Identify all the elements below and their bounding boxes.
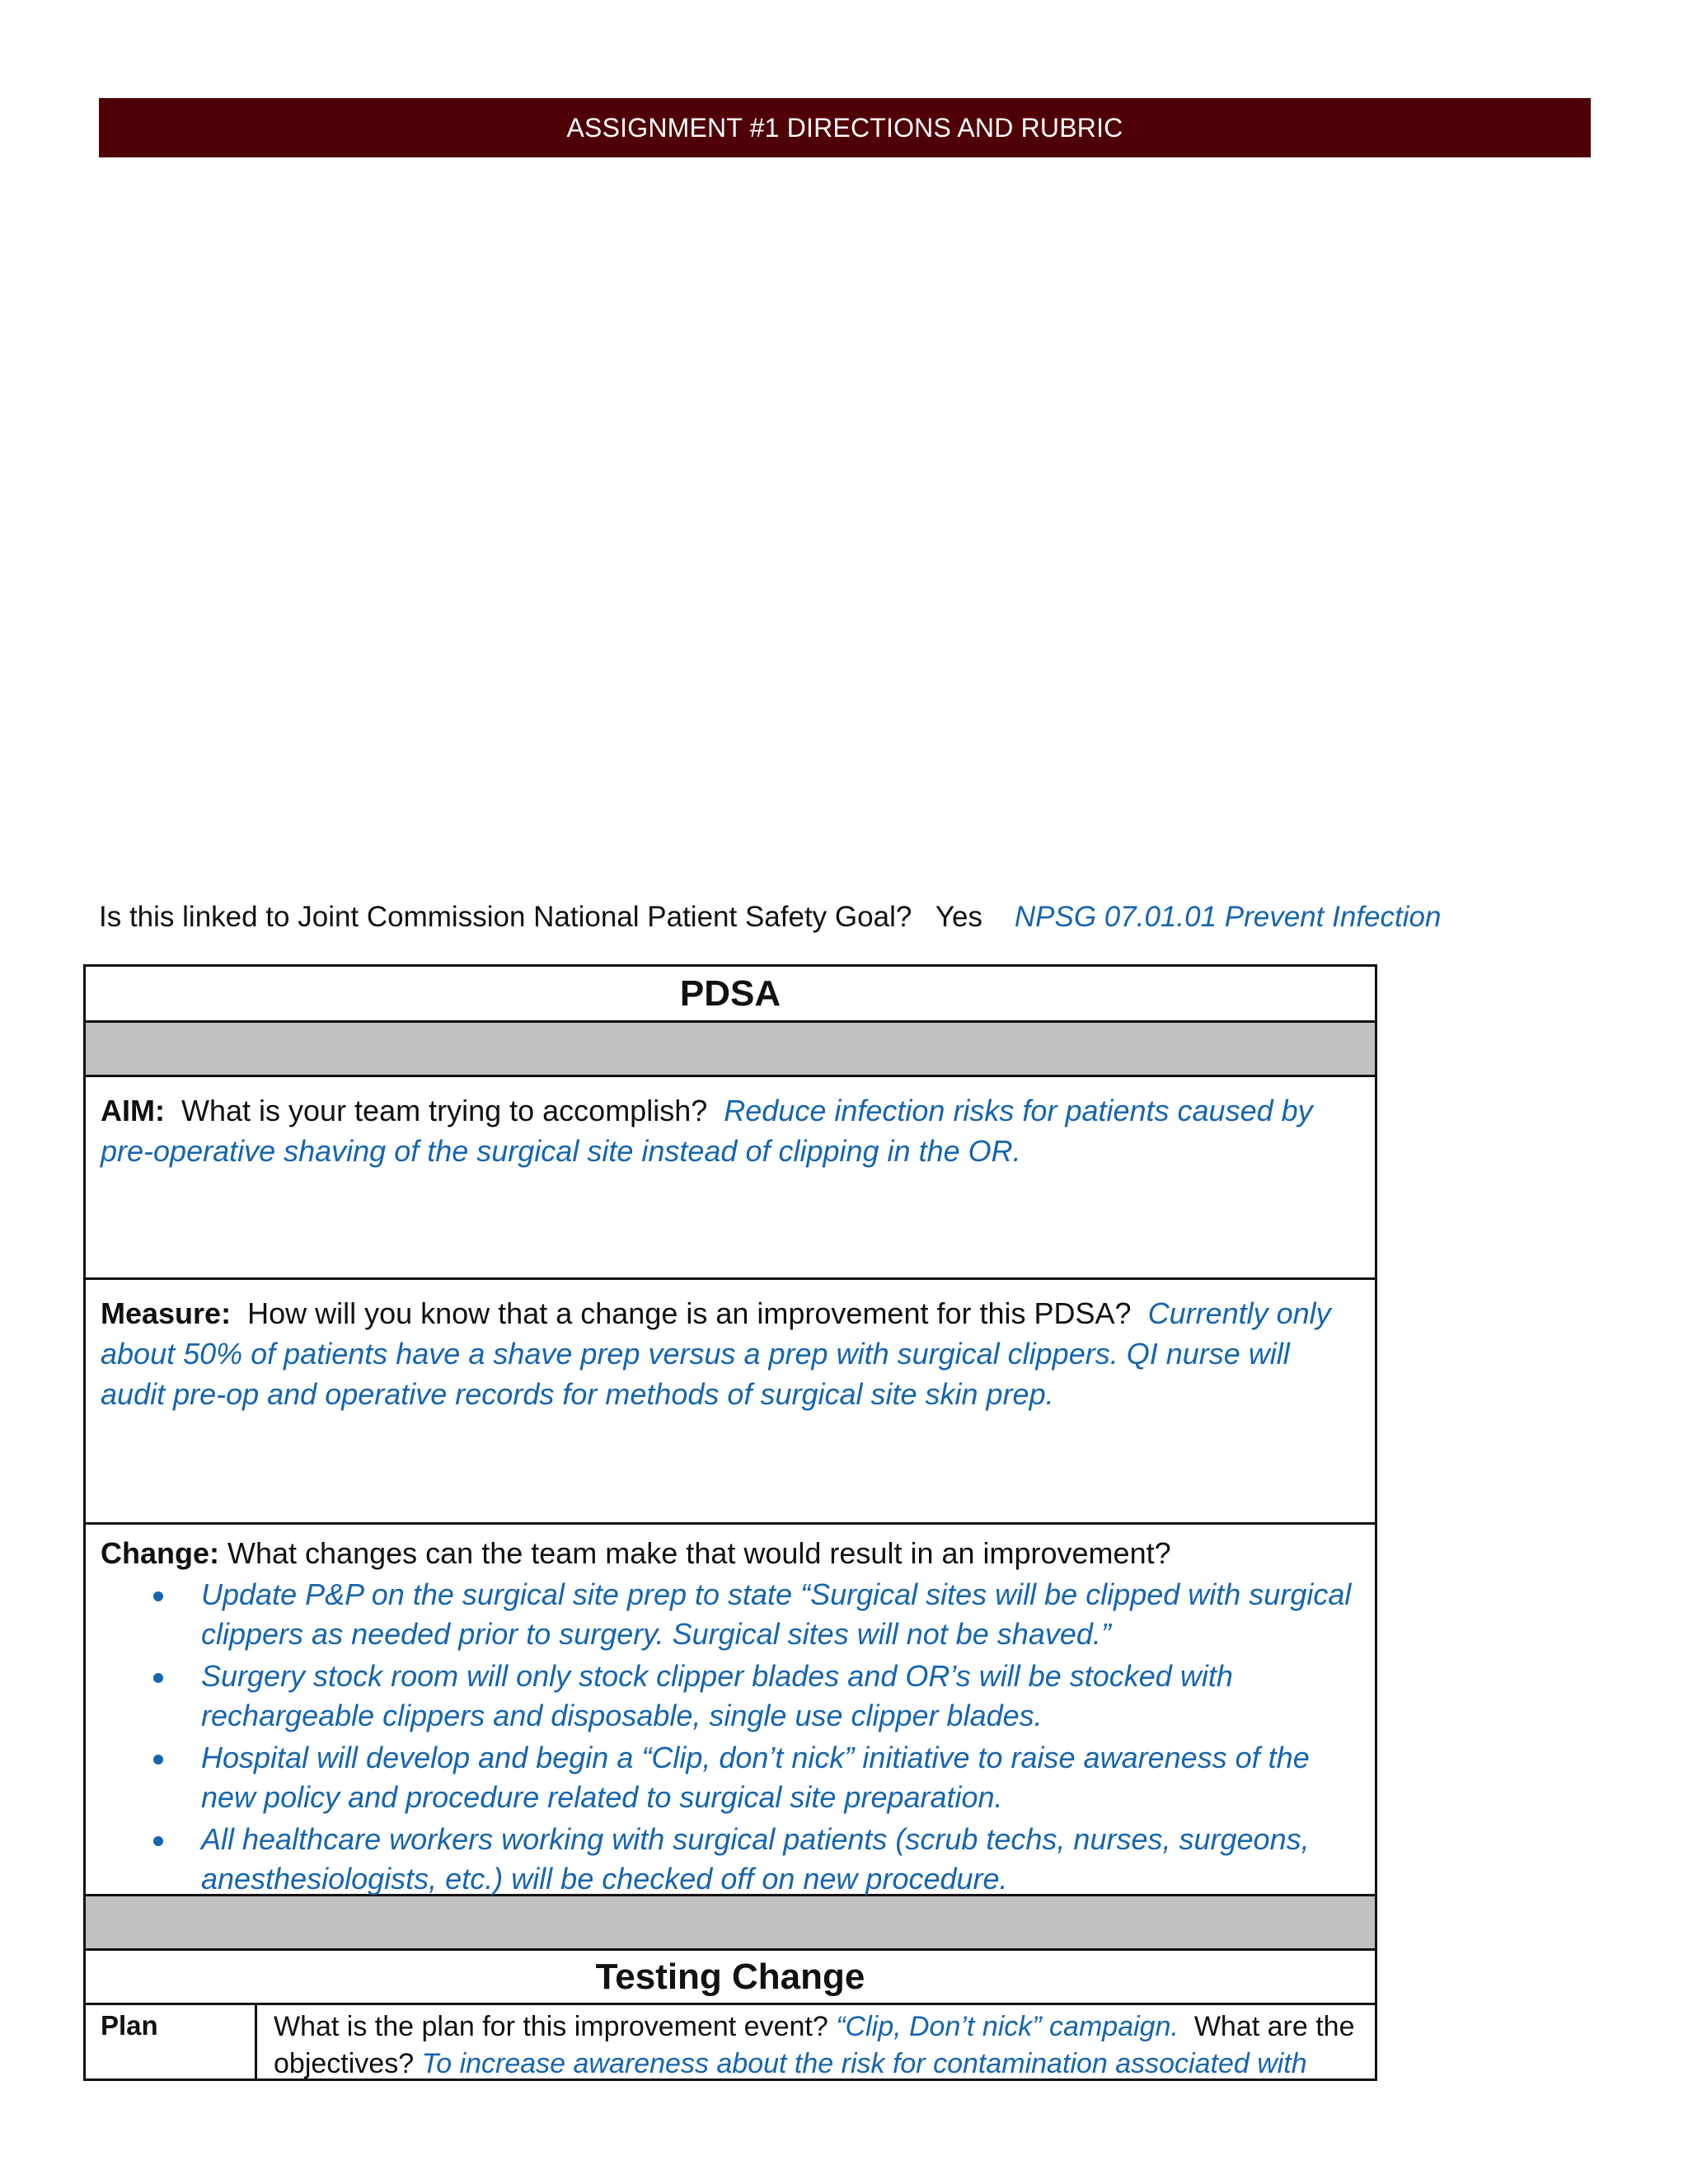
testing-change-title: Testing Change — [595, 1956, 865, 1997]
measure-question: How will you know that a change is an improvement for this PDSA? — [247, 1296, 1132, 1330]
goal-name: NPSG 07.01.01 Prevent Infection — [1014, 901, 1442, 933]
aim-answer: Reduce infection risks for patients caused by pre-operative shaving of the surgical site instead of clipping in the OR. — [101, 1094, 1313, 1168]
pdsa-table — [83, 964, 1377, 2081]
goal-answer: Yes — [935, 901, 982, 933]
plan-text — [257, 2005, 1375, 2079]
document-banner — [99, 98, 1591, 157]
list-item: Update P&P on the surgical site prep to state “Surgical sites will be clipped with surgical clippers as needed prior to surgery. Surgical sites will not be shaved.” — [101, 1575, 1360, 1654]
measure-row — [86, 1280, 1375, 1525]
plan-answer-2: To increase awareness about the risk for contamination associated with — [421, 2048, 1307, 2079]
plan-question-2: What are the objectives? — [274, 2011, 1355, 2079]
pdsa-title: PDSA — [679, 972, 781, 1014]
list-item: Hospital will develop and begin a “Clip, don’t nick” initiative to raise awareness of the new policy and procedure related to surgical site preparation. — [101, 1738, 1360, 1817]
measure-text — [86, 1280, 1375, 1414]
bullet-icon — [153, 1591, 163, 1601]
change-question: What changes can the team make that would result in an improvement? — [227, 1536, 1171, 1570]
aim-row — [86, 1077, 1375, 1280]
grey-divider-row — [86, 1896, 1375, 1951]
goal-question: Is this linked to Joint Commission National Patient Safety Goal? — [99, 901, 912, 933]
bullet-icon — [153, 1673, 163, 1683]
change-list — [101, 1575, 1360, 1899]
testing-change-row — [86, 1951, 1375, 2005]
bullet-icon — [153, 1836, 163, 1846]
measure-answer: Currently only about 50% of patients have a shave prep versus a prep with surgical clippers. QI nurse will audit pre-op and operative records for methods of surgical site skin prep. — [101, 1296, 1331, 1411]
aim-text — [86, 1077, 1375, 1171]
list-item: Surgery stock room will only stock clipper blades and OR’s will be stocked with rechargeable clippers and disposable, single use clipper blades. — [101, 1657, 1360, 1736]
measure-label: Measure: — [101, 1296, 232, 1330]
banner-title: ASSIGNMENT #1 DIRECTIONS AND RUBRIC — [566, 112, 1123, 143]
aim-question: What is your team trying to accomplish? — [181, 1094, 708, 1127]
plan-row — [86, 2005, 1375, 2079]
change-label: Change: — [101, 1536, 219, 1570]
change-text — [86, 1525, 1375, 1899]
list-item: All healthcare workers working with surgical patients (scrub techs, nurses, surgeons, anesthesiologists, etc.) will be checked off on new procedure. — [101, 1820, 1360, 1899]
safety-goal-line — [99, 901, 1441, 934]
plan-answer-1: “Clip, Don’t nick” campaign. — [836, 2011, 1179, 2042]
plan-question-1: What is the plan for this improvement event? — [274, 2011, 828, 2042]
aim-label: AIM: — [101, 1094, 165, 1127]
grey-divider-row — [86, 1023, 1375, 1077]
change-row — [86, 1525, 1375, 1896]
pdsa-title-row — [86, 967, 1375, 1023]
plan-label: Plan — [86, 2005, 257, 2079]
bullet-icon — [153, 1755, 163, 1765]
